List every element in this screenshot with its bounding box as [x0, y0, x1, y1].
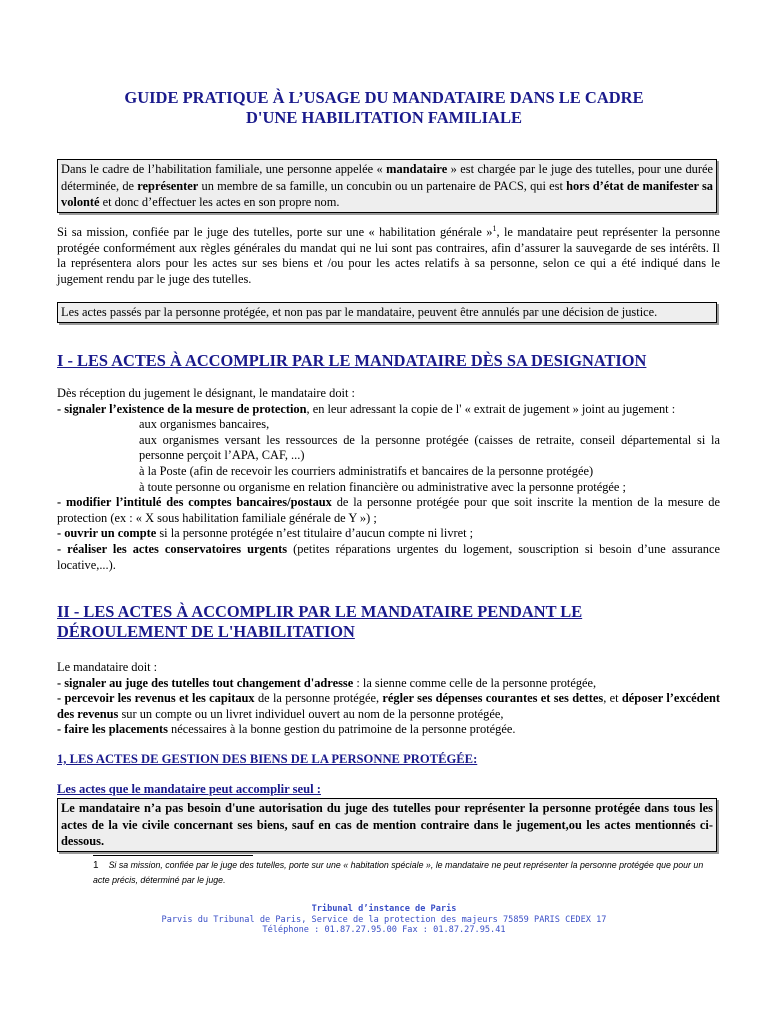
list-item-bold: - ouvrir un compte — [57, 526, 157, 541]
list-item-bold: déposer l’excédent des revenus — [57, 691, 720, 721]
autonomy-box — [57, 798, 717, 852]
section-1-body — [57, 386, 720, 573]
recipient-item: aux organismes bancaires, — [139, 417, 270, 432]
footnote-divider — [93, 855, 253, 856]
list-item-text: nécessaires à la bonne gestion du patrimoine de la personne protégée. — [167, 722, 516, 737]
list-item-text: de la personne protégée pour que soit inscrite la mention de la mesure de protection (ex : « X sous habilitation familiale générale de Y ») ; — [57, 495, 720, 525]
section-1-intro: Dès réception du jugement le désignant, le mandataire doit : — [57, 386, 355, 400]
section-2-heading-line-2: DÉROULEMENT DE L'HABILITATION — [57, 622, 355, 641]
section-2-intro: Le mandataire doit : — [57, 660, 158, 674]
intro-text: Dans le cadre de l’habilitation familiale, une personne appelée « — [61, 162, 387, 176]
list-item-text: , en leur adressant la copie de l' « extrait de jugement » joint au jugement : — [306, 401, 676, 416]
intro-text: » est chargée par le juge des tutelles, pour une durée déterminée, de — [61, 162, 713, 193]
list-item-adresse — [57, 676, 720, 692]
subsection-1-heading: 1, LES ACTES DE GESTION DES BIENS DE LA PERSONNE PROTÉGÉE: — [57, 752, 478, 766]
intro-box — [57, 159, 717, 213]
section-1-heading: I - LES ACTES À ACCOMPLIR PAR LE MANDATAIRE DÈS SA DESIGNATION — [57, 351, 647, 370]
title-line-1: GUIDE PRATIQUE À L’USAGE DU MANDATAIRE DANS LE CADRE — [124, 88, 644, 107]
list-item-text: , et — [603, 691, 622, 706]
list-item-bold: - faire les placements — [57, 722, 168, 737]
recipient-item: à toute personne ou organisme en relation financière ou administrative avec la personne protégée ; — [139, 479, 626, 494]
list-item-text: sur un compte ou un livret individuel ouvert au nom de la personne protégée, — [118, 706, 504, 721]
list-item-bold: - signaler l’existence de la mesure de protection — [57, 401, 307, 416]
intro-bold-hors-etat: hors d’état de manifester sa volonté — [61, 178, 713, 210]
subsection-1-subheading: Les actes que le mandataire peut accomplir seul : — [57, 782, 321, 796]
list-item-bold: - modifier l’intitulé des comptes bancaires/postaux — [57, 495, 332, 510]
title-line-2: D'UNE HABILITATION FAMILIALE — [246, 108, 522, 127]
list-item-signaler — [57, 402, 720, 418]
list-item-text: si la personne protégée n’est titulaire d’aucun compte ni livret ; — [156, 526, 474, 541]
list-item-bold: - signaler au juge des tutelles tout changement d'adresse — [57, 675, 354, 690]
list-item-bold: régler ses dépenses courantes et ses dettes — [382, 691, 604, 706]
footnote-ref: 1 — [492, 223, 497, 233]
footnote — [93, 858, 713, 888]
recipient-item: aux organismes versant les ressources de la personne protégée (caisses de retraite, conseil départemental si la personne perçoit l’APA, CAF, ...) — [139, 432, 720, 463]
document-title — [40, 88, 728, 128]
annulation-box — [57, 302, 717, 323]
autonomy-text: Le mandataire n’a pas besoin d'une autorisation du juge des tutelles pour représenter la personne protégée dans tous les actes de la vie civile concernant ses biens, sauf en cas de mention contraire dans le jugement,ou les actes mentionnés ci-dessous. — [61, 801, 713, 849]
section-2-heading-line-1: II - LES ACTES À ACCOMPLIR PAR LE MANDATAIRE PENDANT LE — [57, 602, 583, 621]
intro-bold-mandataire: mandataire — [386, 162, 448, 176]
list-item-text: : la sienne comme celle de la personne protégée, — [353, 675, 597, 690]
intro-text: et donc d’effectuer les actes en son propre nom. — [99, 195, 340, 210]
list-item-realiser — [57, 542, 720, 573]
list-item-modifier — [57, 495, 720, 526]
mission-text: , le mandataire peut représenter la personne protégée conformément aux règles générales du mandat qui ne lui sont pas contraires, afin d’assurer la sauvegarde de ses intérêts. Il la représentera alors pour les actes sur ses biens et /ou pour les actes relatifs à sa personne, selon ce qui a été indiqué dans le jugement rendu par le juge des tutelles. — [57, 225, 720, 286]
footer-institution: Tribunal d’instance de Paris — [311, 904, 457, 914]
list-item-placements — [57, 722, 720, 738]
mission-text: Si sa mission, confiée par le juge des tutelles, porte sur une « habilitation générale » — [57, 225, 493, 239]
footnote-number: 1 — [93, 860, 99, 871]
section-2-heading — [57, 602, 728, 642]
intro-text: un membre de sa famille, un concubin ou un partenaire de PACS, qui est — [198, 178, 567, 193]
list-item-text: (petites réparations urgentes du logement, souscription si besoin d’une assurance locative,...). — [57, 541, 721, 572]
mission-paragraph — [57, 225, 720, 287]
footer-address: Parvis du Tribunal de Paris, Service de la protection des majeurs 75859 PARIS CEDEX 17 — [161, 914, 607, 925]
page-footer — [40, 904, 728, 936]
footer-phone: Téléphone : 01.87.27.95.00 Fax : 01.87.27.95.41 — [262, 925, 506, 935]
list-item-ouvrir — [57, 526, 720, 542]
footnote-text: Si sa mission, confiée par le juge des tutelles, porte sur une « habitation spéciale », le mandataire ne peut représenter la personne protégée que pour un acte précis, déterminé par le juge. — [93, 860, 704, 885]
section-2-body — [57, 660, 720, 738]
annulation-text: Les actes passés par la personne protégée, et non pas par le mandataire, peuvent être annulés par une décision de justice. — [61, 305, 658, 319]
list-item-revenus — [57, 691, 720, 722]
intro-bold-representer: représenter — [137, 178, 199, 193]
list-item-text: de la personne protégée, — [254, 691, 383, 706]
list-item-bold: - réaliser les actes conservatoires urgents — [57, 541, 288, 556]
recipient-item: à la Poste (afin de recevoir les courriers administratifs et bancaires de la personne protégée) — [139, 463, 594, 478]
list-item-bold: - percevoir les revenus et les capitaux — [57, 691, 255, 706]
